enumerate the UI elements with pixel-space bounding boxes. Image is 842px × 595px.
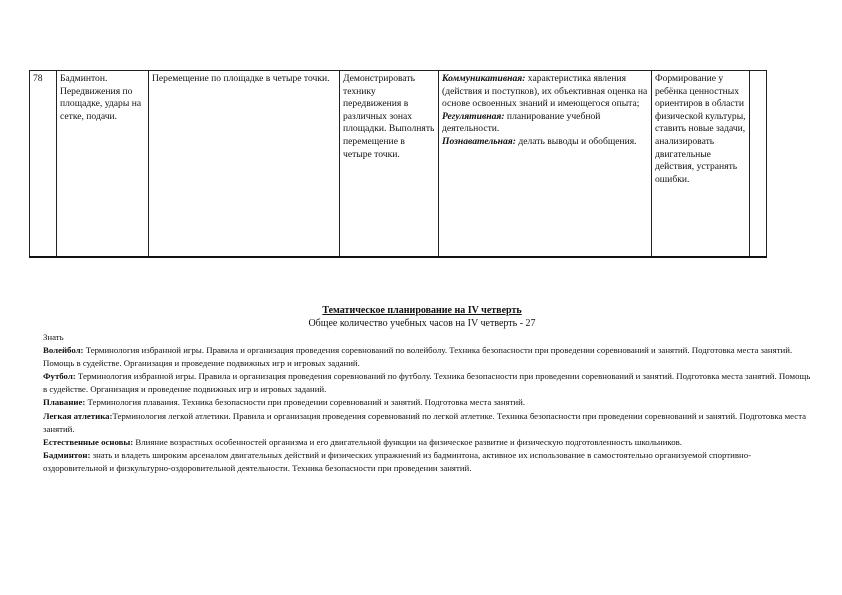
lesson-personal-results: Формирование у ребёнка ценностных ориентиров в области физической культуры, ставить новые задачи, анализировать двигательные действия, устранять ошибки. xyxy=(652,71,750,257)
planning-content xyxy=(43,331,813,475)
know-label: Знать xyxy=(43,332,64,342)
lesson-topic: Бадминтон. Передвижения по площадке, удары на сетке, подачи. xyxy=(57,71,149,257)
planning-header xyxy=(29,304,815,330)
regulative-text: Регулятивная: планирование учебной деятельности. xyxy=(442,110,601,135)
list-item: Волейбол: Терминология избранной игры. Правила и организация проведения соревнований по волейболу. Техника безопасности при проведении соревнований и занятий. Подготовка места занятий. Помощь в судействе. Организация и проведение подвижных игр и игровых заданий. xyxy=(43,345,793,369)
cognitive-text: Познавательная: делать выводы и обобщения. xyxy=(442,135,637,147)
table-row xyxy=(30,71,767,257)
list-item: Легкая атлетика:Терминология легкой атлетики. Правила и организация проведения соревнований по легкой атлетике. Техника безопасности при проведении соревнований и занятий. Подготовка места занятий. xyxy=(43,410,807,434)
planning-subtitle: Общее количество учебных часов на IV четверть - 27 xyxy=(308,318,536,329)
regulative-label: Регулятивная: xyxy=(442,110,505,122)
lesson-empty-cell xyxy=(750,71,767,257)
cognitive-label: Познавательная: xyxy=(442,135,516,147)
communicative-label: Коммуникативная: xyxy=(442,73,526,84)
list-item: Естественные основы: Влияние возрастных особенностей организма и его двигательной функции на физическое развитие и физическую подготовленность школьников. xyxy=(43,436,682,447)
list-item: Футбол: Терминология избранной игры. Правила и организация проведения соревнований по футболу. Техника безопасности при проведении соревнований и занятий. Подготовка места занятий. Помощь в судействе. Организация и проведение подвижных игр и игровых заданий. xyxy=(43,371,811,395)
list-item: Бадминтон: знать и владеть широким арсеналом двигательных действий и физических упражнений из бадминтона, активное их использование в самостоятельно организуемой спортивно-оздоровительной и физкультурно-оздоровительной деятельности. Техника безопасности при проведении занятий. xyxy=(43,449,752,473)
lesson-competencies xyxy=(439,71,652,257)
list-item: Плавание: Терминология плавания. Техника безопасности при проведении соревнований и занятий. Подготовка места занятий. xyxy=(43,397,526,408)
lesson-table xyxy=(29,70,767,258)
communicative-text: Коммуникативная: характеристика явления (действия и поступков), их объективная оценка на основе освоенных знаний и имеющегося опыта; xyxy=(442,73,648,110)
planning-title: Тематическое планирование на IV четверть xyxy=(322,305,522,316)
lesson-content: Перемещение по площадке в четыре точки. xyxy=(149,71,340,257)
lesson-activity: Демонстрировать технику передвижения в различных зонах площадки. Выполнять перемещение в четыре точки. xyxy=(340,71,439,257)
lesson-number: 78 xyxy=(30,71,57,257)
